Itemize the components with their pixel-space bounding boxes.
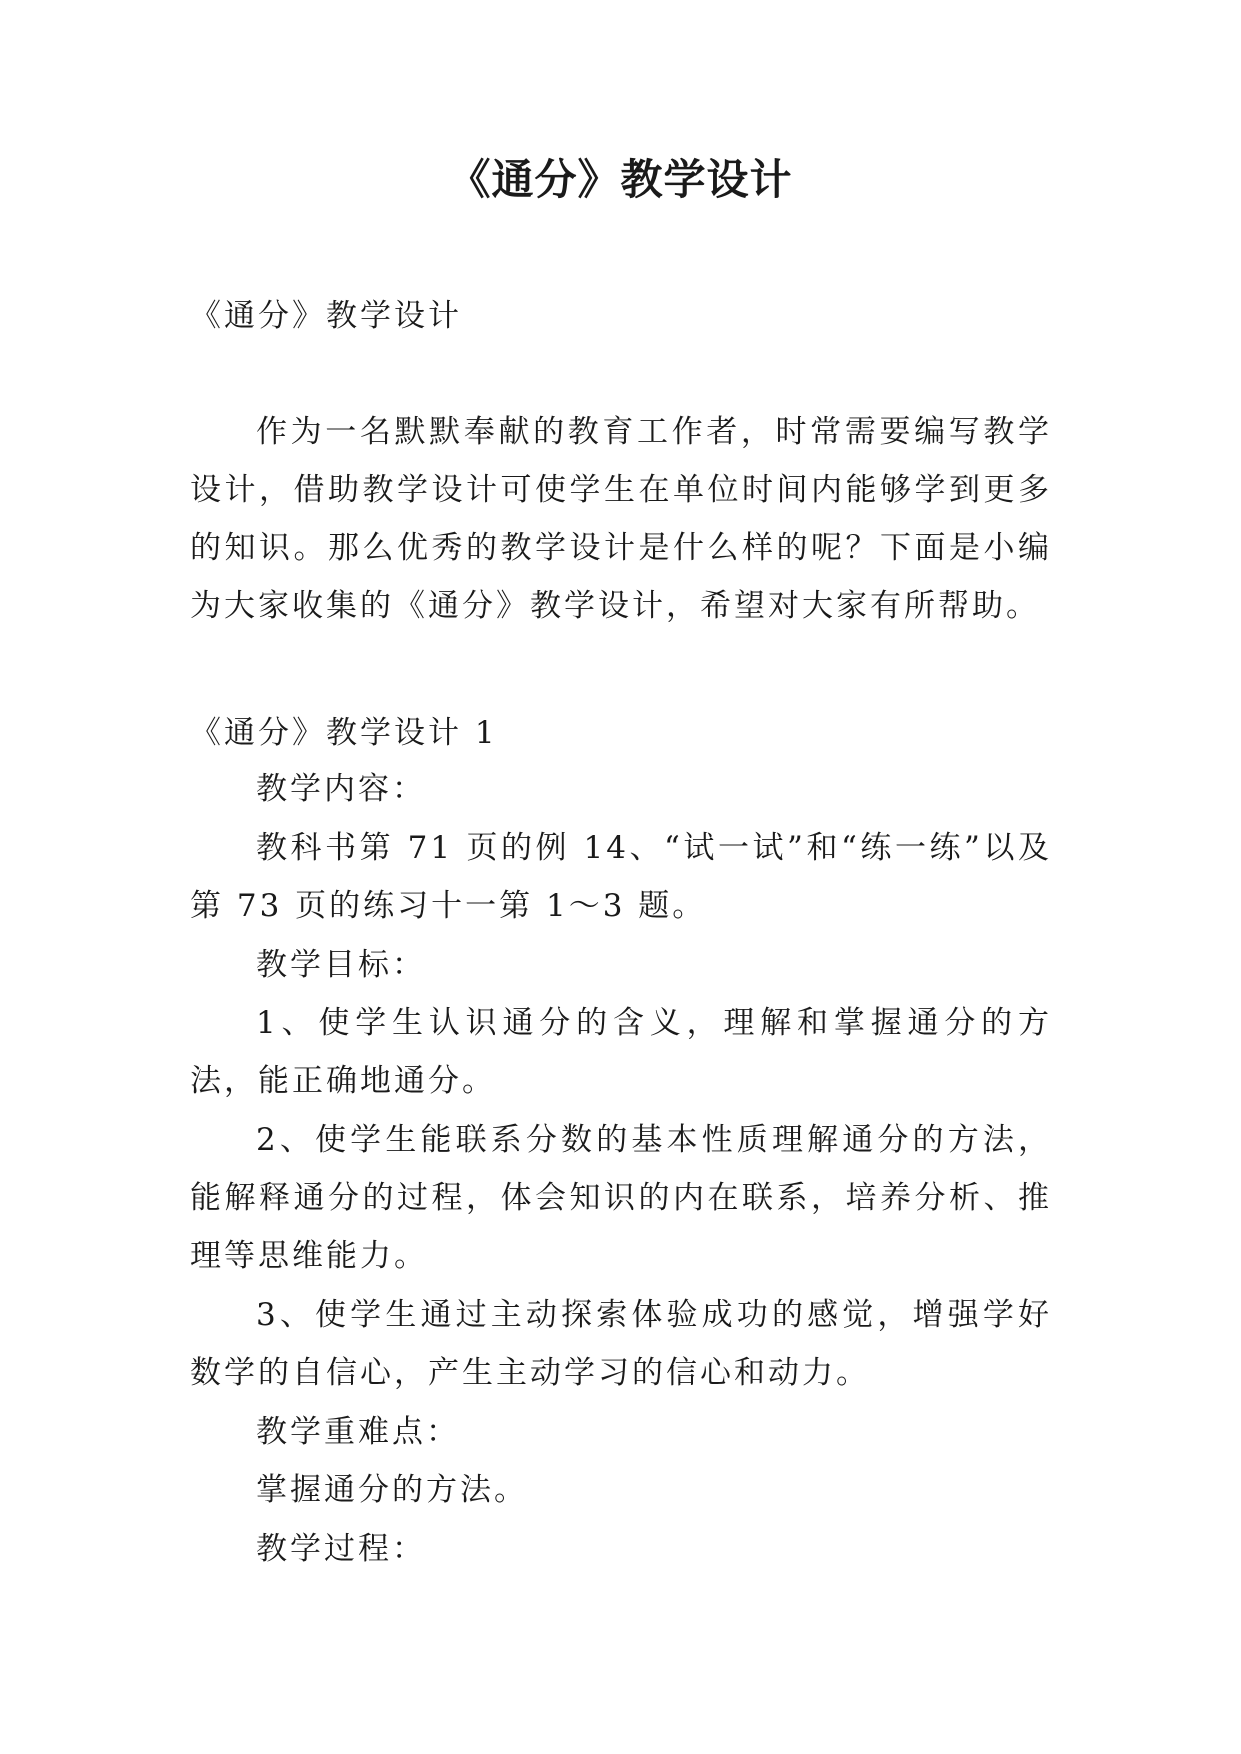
heading-teaching-goals: 教学目标： <box>256 947 426 983</box>
paragraph-teaching-content: 教科书第 71 页的例 14、“试一试”和“练一练”以及第 73 页的练习十一第 1～3 题。 <box>190 830 1052 924</box>
heading-key-difficulties: 教学重难点： <box>256 1414 460 1450</box>
paragraph-goal-3: 3、使学生通过主动探索体验成功的感觉，增强学好数学的自信心，产生主动学习的信心和动力。 <box>190 1297 1052 1391</box>
document-title: 《通分》教学设计 <box>448 155 793 204</box>
intro-paragraph: 作为一名默默奉献的教育工作者，时常需要编写教学设计，借助教学设计可使学生在单位时间内能够学到更多的知识。那么优秀的教学设计是什么样的呢？下面是小编为大家收集的《通分》教学设计，希望对大家有所帮助。 <box>190 414 1052 624</box>
document-subtitle: 《通分》教学设计 <box>190 298 462 334</box>
heading-teaching-content: 教学内容： <box>256 771 426 807</box>
heading-teaching-process: 教学过程： <box>256 1531 426 1567</box>
paragraph-goal-1: 1、使学生认识通分的含义，理解和掌握通分的方法，能正确地通分。 <box>190 1005 1052 1099</box>
section-heading: 《通分》教学设计 1 <box>190 715 498 751</box>
paragraph-goal-2: 2、使学生能联系分数的基本性质理解通分的方法，能解释通分的过程，体会知识的内在联系，培养分析、推理等思维能力。 <box>190 1122 1052 1274</box>
paragraph-key-difficulties: 掌握通分的方法。 <box>256 1472 528 1508</box>
